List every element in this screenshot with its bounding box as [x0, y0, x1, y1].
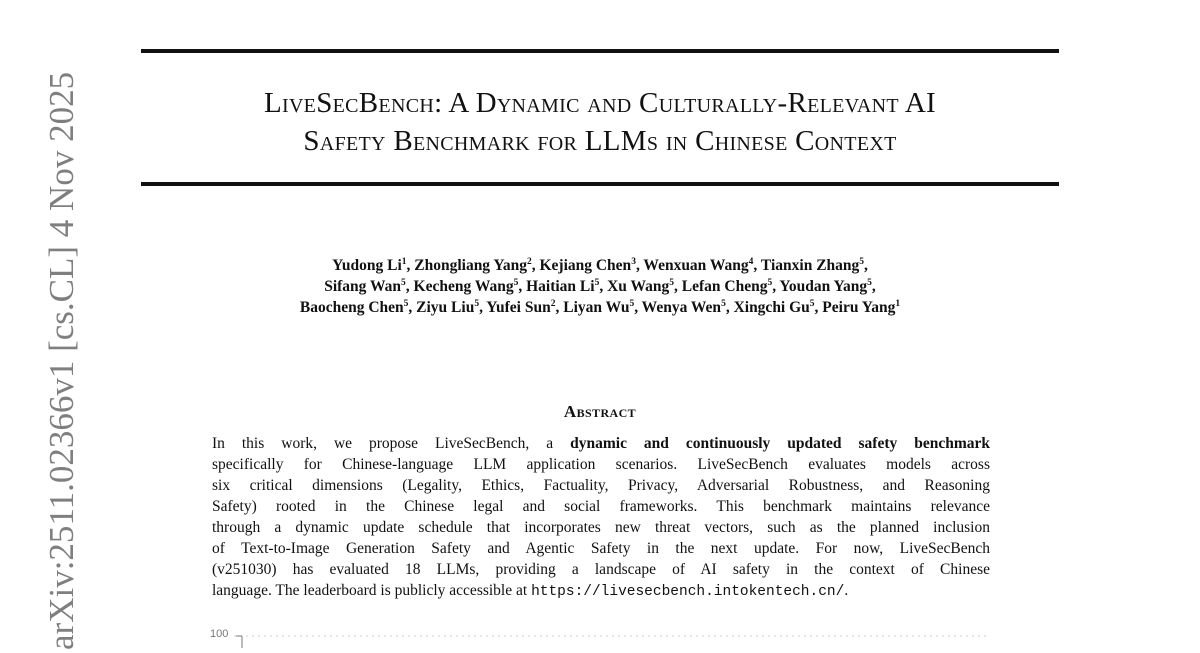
abstract-emphasis: dynamic and continuously updated safety benchmark: [570, 435, 990, 452]
author: [642, 299, 734, 316]
author-line: [141, 255, 1059, 276]
affiliation-mark: 5: [809, 299, 815, 309]
author: [734, 299, 823, 316]
author-name: Lefan Cheng: [681, 278, 768, 295]
author-separator: ,: [479, 299, 487, 316]
affiliation-mark: 5: [401, 278, 406, 288]
title-top-rule: [141, 49, 1059, 53]
author-name: Sifang Wan: [324, 278, 402, 295]
abstract-line: of Text-to-Image Generation Safety and Agentic Safety in the next update. For now, LiveSecBench: [212, 540, 990, 557]
abstract-line: (v251030) has evaluated 18 LLMs, providing a landscape of AI safety in the context of Chinese: [212, 561, 990, 578]
author-name: Wenxuan Wang: [643, 257, 749, 274]
affiliation-mark: 5: [629, 299, 635, 309]
author-name: Haitian Li: [526, 278, 595, 295]
paper-title-line-1: LiveSecBench: A Dynamic and Culturally-Relevant AI: [263, 87, 937, 119]
affiliation-mark: 5: [669, 278, 675, 288]
abstract-line: six critical dimensions (Legality, Ethics, Factuality, Privacy, Adversarial Robustness, and Reasoning: [212, 477, 990, 494]
affiliation-mark: 5: [859, 257, 865, 267]
author: [416, 299, 486, 316]
leaderboard-link[interactable]: https://livesecbench.intokentech.cn/: [531, 584, 845, 600]
author-name: Xu Wang: [607, 278, 670, 295]
author-separator: ,: [599, 278, 608, 295]
author-list: [141, 255, 1059, 318]
abstract-line: language. The leaderboard is publicly accessible at https://livesecbench.intokentech.cn/.: [212, 582, 849, 600]
author-name: Tianxin Zhang: [760, 257, 860, 274]
author: [682, 278, 780, 295]
author-name: Yudong Li: [332, 257, 402, 274]
author-name: Baocheng Chen: [299, 299, 404, 316]
paper-title-line-2: Safety Benchmark for LLMs in Chinese Context: [303, 125, 897, 157]
affiliation-mark: 5: [594, 278, 600, 288]
author-name: Liyan Wu: [563, 299, 630, 316]
affiliation-mark: 3: [631, 257, 636, 267]
abstract-line: In this work, we propose LiveSecBench, a dynamic and continuously updated safety benchmark: [212, 435, 990, 452]
author: [563, 299, 641, 316]
arxiv-identifier: arXiv:2511.02366v1 [cs.CL] 4 Nov 2025: [42, 71, 81, 650]
figure-gridline-preview: [210, 628, 990, 648]
author: [486, 299, 563, 316]
author-name: Peiru Yang: [822, 299, 896, 316]
affiliation-mark: 5: [403, 299, 409, 309]
author: [779, 278, 875, 295]
author: [539, 257, 643, 274]
y-axis-tick-label: 100: [210, 628, 229, 640]
affiliation-mark: 4: [748, 257, 754, 267]
author: [822, 299, 900, 316]
title-bottom-rule: [141, 182, 1059, 186]
author: [607, 278, 682, 295]
author-name: Zhongliang Yang: [414, 257, 527, 274]
affiliation-mark: 1: [401, 257, 407, 267]
author-separator: ,: [814, 299, 823, 316]
author-separator: ,: [406, 257, 415, 274]
paper-title: [141, 84, 1059, 160]
author-name: Kecheng Wang: [413, 278, 514, 295]
author: [414, 257, 539, 274]
author-separator: ,: [518, 278, 527, 295]
author-line: [141, 297, 1059, 318]
affiliation-mark: 5: [474, 299, 480, 309]
author: [526, 278, 607, 295]
author: [332, 257, 414, 274]
abstract-line: through a dynamic update schedule that incorporates new threat vectors, such as the planned inclusion: [212, 519, 990, 536]
author-separator: ,: [753, 257, 761, 274]
affiliation-mark: 2: [550, 299, 556, 309]
author-name: Yufei Sun: [486, 299, 551, 316]
affiliation-mark: 5: [767, 278, 773, 288]
affiliation-mark: 2: [526, 257, 532, 267]
author-line: [141, 276, 1059, 297]
author-separator: ,: [531, 257, 540, 274]
author: [300, 299, 416, 316]
abstract-line: specifically for Chinese-language LLM application scenarios. LiveSecBench evaluates models across: [212, 456, 990, 473]
abstract-line: Safety) rooted in the Chinese legal and social frameworks. This benchmark maintains relevance: [212, 498, 990, 515]
abstract-body: [212, 433, 990, 603]
affiliation-mark: 5: [721, 299, 726, 309]
author-separator: ,: [635, 257, 644, 274]
author: [643, 257, 760, 274]
author-name: Ziyu Liu: [416, 299, 475, 316]
affiliation-mark: 1: [895, 299, 901, 309]
author-separator: ,: [772, 278, 780, 295]
author-name: Youdan Yang: [779, 278, 868, 295]
author-name: Wenya Wen: [641, 299, 722, 316]
author: [414, 278, 527, 295]
author-separator: ,: [864, 257, 868, 274]
author-separator: ,: [725, 299, 734, 316]
author-separator: ,: [674, 278, 682, 295]
author-separator: ,: [871, 278, 876, 295]
author: [324, 278, 413, 295]
affiliation-mark: 5: [513, 278, 519, 288]
author-name: Kejiang Chen: [539, 257, 632, 274]
author-name: Xingchi Gu: [733, 299, 810, 316]
author-separator: ,: [634, 299, 642, 316]
abstract-heading: Abstract: [563, 402, 637, 421]
author-separator: ,: [555, 299, 564, 316]
author-separator: ,: [405, 278, 414, 295]
figure-preview: [210, 628, 990, 648]
author: [761, 257, 868, 274]
affiliation-mark: 5: [867, 278, 872, 288]
author-separator: ,: [408, 299, 417, 316]
